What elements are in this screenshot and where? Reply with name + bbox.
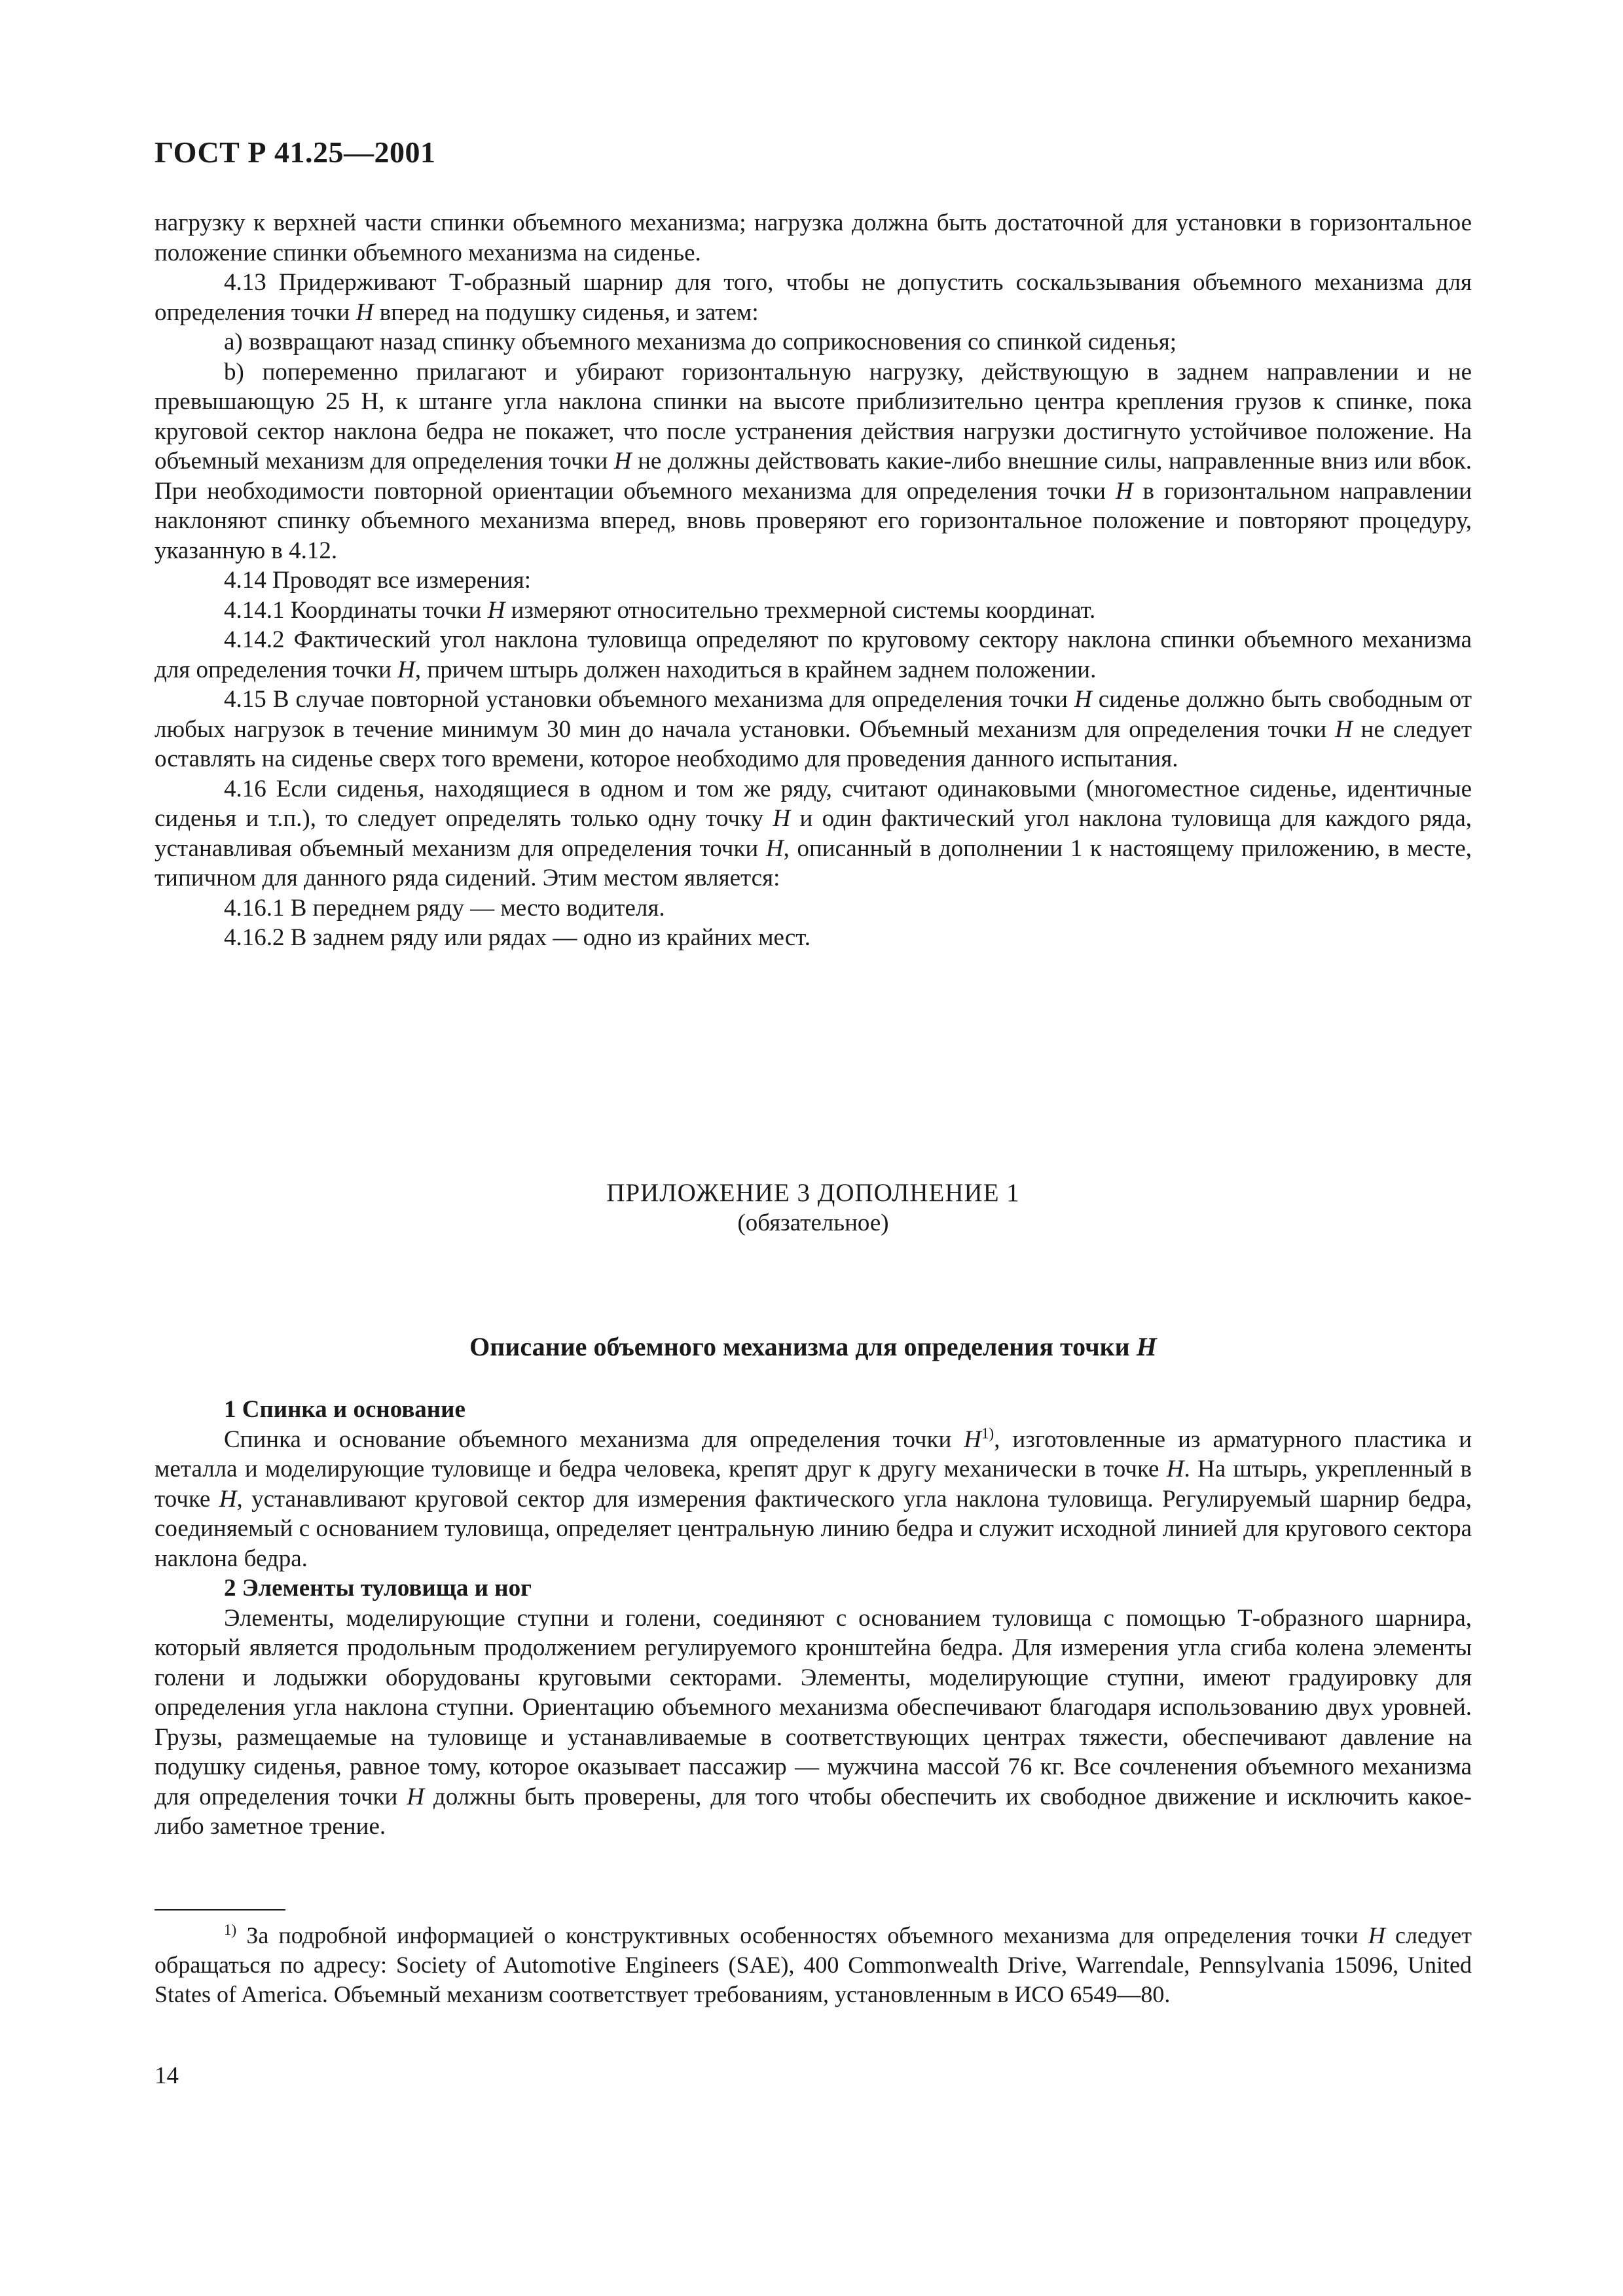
list-item-a: а) возвращают назад спинку объемного механизма до соприкосновения со спинкой сиденья; (224, 329, 1177, 355)
section-title: Описание объемного механизма для определения точки H (469, 1332, 1157, 1361)
paragraph-4-14: 4.14 Проводят все измерения: (224, 567, 531, 594)
section-1-heading: 1 Спинка и основание (224, 1396, 465, 1423)
paragraph-4-14-1: 4.14.1 Координаты точки H измеряют относительно трехмерной системы координат. (224, 596, 1096, 624)
paragraph-4-14-2: 4.14.2 Фактический угол наклона туловища определяют по круговому сектору наклона спинки объемного механизма для определения точки H, причем штырь должен находиться в крайнем заднем положении. (155, 626, 1472, 683)
footnote-mark: 1) (224, 1922, 237, 1938)
paragraph-4-16: 4.16 Если сиденья, находящиеся в одном и том же ряду, считают одинаковыми (многоместное сиденье, идентичные сиденья и т.п.), то следует определять только одну точку H и один фактический угол наклона туловища для каждого ряда, устанавливая объемный механизм для определения точки H, описанный в дополнении 1 к настоящему приложению, в месте, типичном для данного ряда сидений. Этим местом является: (155, 775, 1472, 891)
appendix-heading (155, 1178, 1472, 1238)
paragraph-4-15: 4.15 В случае повторной установки объемного механизма для определения точки H сиденье должно быть свободным от любых нагрузок в течение минимум 30 мин до начала установки. Объемный механизм для определения точки H не следует оставлять на сиденье сверх того времени, которое необходимо для проведения данного испытания. (155, 686, 1472, 772)
section-1-text: Спинка и основание объемного механизма для определения точки $H^{1)}$, изготовленные из арматурного пластика и металла и моделирующие туловище и бедра человека, крепят друг к другу механически в точке H. На штырь, укрепленный в точке H, устанавливают круговой сектор для измерения фактического угла наклона туловища. Регулируемый шарнир бедра, соединяемый с основанием туловища, определяет центральную линию бедра и служит исходной линией для кругового сектора наклона бедра. (155, 1425, 1472, 1572)
appendix-subtitle: (обязательное) (737, 1210, 889, 1236)
appendix-text (155, 1395, 1472, 1842)
section-2-text: Элементы, моделирующие ступни и голени, соединяют с основанием туловища с помощью Т-образного шарнира, который является продольным продолжением регулируемого кронштейна бедра. Для измерения угла сгиба колена элементы голени и лодыжки оборудованы круговыми секторами. Элементы, моделирующие ступни, имеют градуировку для определения угла наклона ступни. Ориентацию объемного механизма обеспечивают благодаря использованию двух уровней. Грузы, размещаемые на туловище и устанавливаемые в соответствующих центрах тяжести, обеспечивают давление на подушку сиденья, равное тому, которое оказывает пассажир — мужчина массой 76 кг. Все сочленения объемного механизма для определения точки H должны быть проверены, для того чтобы обеспечить их свободное движение и исключить какое-либо заметное трение. (155, 1604, 1472, 1840)
paragraph-continuation: нагрузку к верхней части спинки объемного механизма; нагрузка должна быть достаточной для установки в горизонтальное положение спинки объемного механизма на сиденье. (155, 209, 1472, 266)
appendix-title: ПРИЛОЖЕНИЕ 3 ДОПОЛНЕНИЕ 1 (606, 1179, 1020, 1207)
footnote: $^{1)}$ За подробной информацией о конструктивных особенностях объемного механизма для определения точки H следует обращаться по адресу: Society of Automotive Engineers (SAE), 400 Commonwealth Drive, Warrendale, Pennsylvania 15096, United States of America. Объемный механизм соответствует требованиям, установленным в ИСО 6549—80. (155, 1922, 1472, 2007)
list-item-b: b) попеременно прилагают и убирают горизонтальную нагрузку, действующую в заднем направлении и не превышающую 25 Н, к штанге угла наклона спинки на высоте приблизительно центра крепления грузов к спинке, пока круговой сектор наклона бедра не покажет, что после устранения действия нагрузки достигнуто устойчивое положение. На объемный механизм для определения точки H не должны действовать какие-либо внешние силы, направленные вниз или вбок. При необходимости повторной ориентации объемного механизма для определения точки H в горизонтальном направлении наклоняют спинку объемного механизма вперед, вновь проверяют его горизонтальное положение и повторяют процедуру, указанную в 4.12. (155, 358, 1472, 564)
main-text (155, 208, 1472, 953)
paragraph-4-13: 4.13 Придерживают Т-образный шарнир для того, чтобы не допустить соскальзывания объемного механизма для определения точки H вперед на подушку сиденья, и затем: (155, 269, 1472, 326)
page-number: 14 (155, 2062, 179, 2089)
footnote-reference: 1) (981, 1425, 994, 1442)
section-2-heading: 2 Элементы туловища и ног (224, 1575, 532, 1602)
paragraph-4-16-1: 4.16.1 В переднем ряду — место водителя. (224, 894, 665, 922)
paragraph-4-16-2: 4.16.2 В заднем ряду или рядах — одно из крайних мест. (224, 924, 811, 951)
footnote-divider (155, 1909, 285, 1910)
document-header: ГОСТ Р 41.25—2001 (155, 135, 436, 169)
